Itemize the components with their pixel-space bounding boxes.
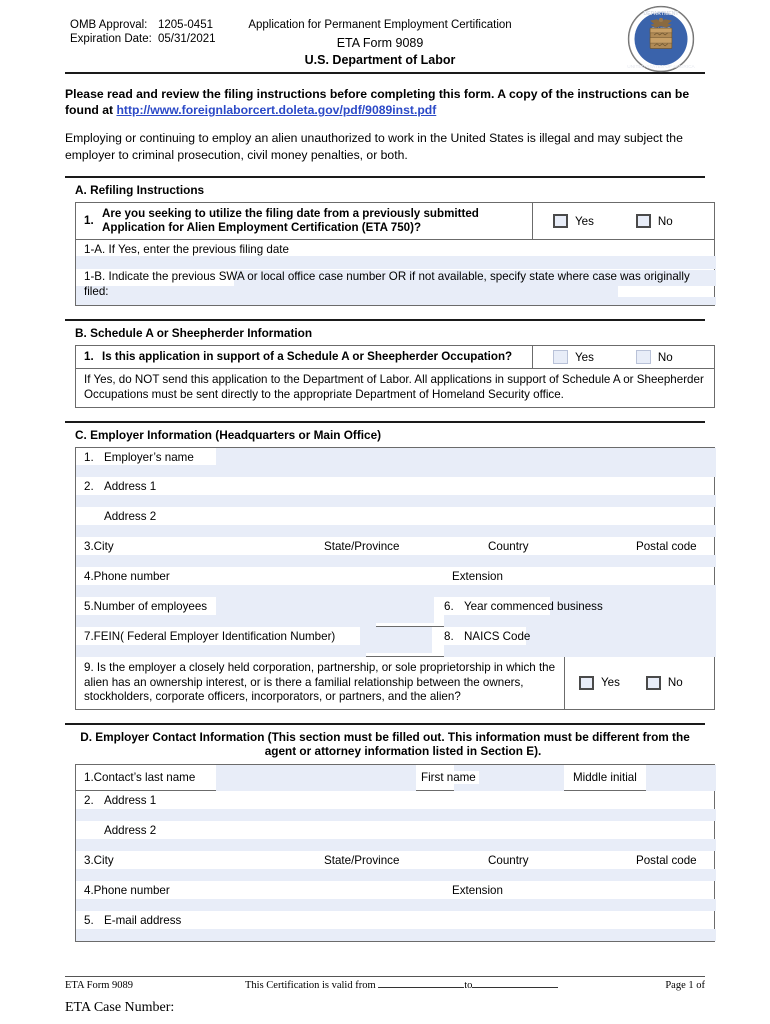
section-c-postal-label: Postal code (636, 540, 697, 553)
section-d-city-inputs[interactable] (76, 869, 716, 881)
section-c-phone-row (76, 567, 714, 597)
section-d-address2-label (76, 821, 714, 839)
checkbox-icon[interactable] (553, 350, 568, 364)
footer-cert-text: This Certification is valid from (245, 980, 376, 991)
omb-approval-value: 1205-0451 (158, 19, 213, 31)
section-d-f2-number: 2. (84, 793, 94, 807)
footer-certification (245, 980, 610, 991)
yes-label: Yes (575, 214, 594, 228)
filing-instructions (65, 86, 705, 118)
expiration-date-value: 05/31/2021 (158, 33, 216, 45)
employment-notice: Employing or continuing to employ an alien unauthorized to work in the United States is illegal and may subject the employer to criminal prosecution, civil money penalties, or both. (65, 131, 683, 162)
section-b-q1-yes[interactable] (553, 350, 594, 364)
footer-line (65, 977, 705, 991)
section-c-fein-labels (76, 627, 714, 646)
section-a-heading: A. Refiling Instructions (75, 183, 205, 197)
agency-name: U.S. Department of Labor (304, 53, 456, 67)
section-d-heading-line2: agent or attorney information listed in Section E). (264, 744, 542, 758)
section-c-f4-number: 4. (84, 570, 94, 583)
section-c-f6-number: 6. (444, 600, 454, 613)
section-d-city-row (76, 851, 714, 881)
section-c-f1-number: 1. (84, 451, 94, 464)
no-label: No (657, 214, 673, 228)
section-a-q1-no[interactable] (636, 214, 673, 228)
section-c-phone-labels (76, 567, 714, 586)
section-d-address2-input[interactable] (76, 839, 716, 851)
section-b-table (75, 345, 715, 408)
section-c-fein-label: FEIN( Federal Employer Identification Number) (93, 630, 336, 643)
instructions-link[interactable]: http://www.foreignlaborcert.doleta.gov/pdf/9089inst.pdf (116, 103, 437, 117)
section-b-question-1 (76, 346, 532, 368)
section-a-q1-number: 1. (84, 214, 94, 227)
section-c-city-inputs[interactable] (76, 555, 716, 567)
checkbox-icon[interactable] (636, 350, 651, 364)
section-d-email-label (76, 911, 714, 929)
filing-instructions-text: Please read and review the filing instructions before completing this form. A copy of the instructions can be found at (65, 87, 690, 117)
section-d-heading (65, 730, 705, 759)
footer-valid-to-blank[interactable] (472, 987, 558, 988)
section-d-divider (65, 723, 705, 725)
us-department-of-labor-seal (627, 5, 695, 73)
section-c-address2-label (76, 507, 714, 525)
section-a-q1-yes[interactable] (553, 214, 594, 228)
section-c-q9-no[interactable] (646, 676, 683, 690)
section-c-q9-answers (564, 657, 714, 709)
footer-form-id: ETA Form 9089 (65, 980, 133, 991)
checkbox-icon[interactable] (579, 676, 594, 690)
section-c-q9-text: 9. Is the employer a closely held corporation, partnership, or sole proprietorship in which the alien has an ownership interest, or is there a familial relationship between the owners, stockholders, corporate officers, incorporators, or partners, and the alien? (84, 661, 556, 703)
section-d-f5-text: E-mail address (104, 913, 182, 927)
section-a-question-1 (76, 203, 532, 239)
section-d-state-label: State/Province (324, 853, 400, 867)
section-a-field-1a-row (76, 240, 714, 269)
section-c-question-9-row (76, 657, 714, 709)
section-a-field-1a-label (76, 240, 714, 258)
form-title: Application for Permanent Employment Certification (248, 19, 512, 31)
section-c-employer-name-label (76, 448, 714, 466)
section-b-q1-answers (532, 346, 714, 368)
section-c-phone-label: Phone number (93, 570, 170, 583)
section-d-country-label: Country (488, 853, 529, 867)
section-d-f3-number: 3. (84, 853, 94, 867)
section-d-address1-label (76, 791, 714, 809)
section-d-phone-inputs[interactable] (76, 899, 716, 911)
checkbox-icon[interactable] (646, 676, 661, 690)
section-c-address2-row (76, 507, 714, 537)
section-c-naics-label: NAICS Code (464, 630, 531, 643)
section-c-q9-yes[interactable] (579, 676, 620, 690)
form-header (65, 0, 705, 71)
section-b-divider (65, 319, 705, 321)
section-d-phone-labels (76, 881, 714, 900)
section-c-naics-input[interactable] (444, 645, 716, 657)
svg-text:DEPARTMENT: DEPARTMENT (643, 11, 679, 18)
section-c-f5-number: 5. (84, 600, 94, 613)
section-d-f4-number: 4. (84, 883, 94, 897)
section-c-address1-row (76, 477, 714, 507)
expiration-date-label: Expiration Date: (70, 33, 152, 45)
no-label: No (657, 350, 673, 364)
section-d-phone-label: Phone number (93, 883, 170, 897)
section-b-note: If Yes, do NOT send this application to the Department of Labor. All applications in support of Schedule A or Sheepherder Occupations must be sent directly to the appropriate Department of Homeland Security office. (84, 373, 704, 401)
section-a-divider (65, 176, 705, 178)
section-c-employees-input[interactable] (76, 615, 376, 627)
section-d-address2-row (76, 821, 714, 851)
section-d-email-input[interactable] (76, 929, 716, 941)
section-c-f2b-text: Address 2 (104, 510, 157, 523)
section-c-employer-name-input[interactable] (76, 465, 716, 477)
section-d-f1-number: 1. (84, 771, 94, 784)
section-d-f2-text: Address 1 (104, 793, 157, 807)
section-a-q1-text: Are you seeking to utilize the filing date from a previously submitted Application for Alien Employment Certification (ETA 750)? (102, 207, 479, 234)
footer-page-number: Page 1 of (665, 980, 705, 991)
yes-label: Yes (575, 350, 594, 364)
section-c-divider (65, 421, 705, 423)
section-c-city-row (76, 537, 714, 567)
section-c-f2-number: 2. (84, 480, 94, 493)
section-a-field-1b-row (76, 269, 714, 305)
svg-text:UNITED STATES OF AMERICA: UNITED STATES OF AMERICA (627, 65, 695, 71)
section-d-middle-initial-label: Middle initial (570, 771, 640, 784)
section-d-first-name-label: First name (418, 771, 479, 784)
yes-label: Yes (601, 676, 620, 690)
section-c-extension-label: Extension (452, 570, 503, 583)
header-divider (65, 72, 705, 74)
section-c-f3-number: 3. (84, 540, 94, 553)
section-a-field-1b-label (76, 269, 714, 299)
section-d-phone-row (76, 881, 714, 911)
section-c-country-label: Country (488, 540, 529, 553)
section-c-employer-name-row (76, 448, 714, 477)
eta-case-number-label: ETA Case Number: (65, 1000, 175, 1015)
section-b-q1-number: 1. (84, 350, 94, 363)
section-d-table (75, 764, 715, 942)
section-c-table (75, 447, 715, 710)
section-c-year-label: Year commenced business (464, 600, 603, 613)
section-d-address1-input[interactable] (76, 809, 716, 821)
section-a-1b-text: 1-B. Indicate the previous SWA or local office case number OR if not available, specify state where case was originally filed: (84, 270, 690, 298)
section-c-f2-text: Address 1 (104, 480, 157, 493)
checkbox-icon[interactable] (553, 214, 568, 228)
section-d-city-labels (76, 851, 714, 870)
section-b-question-1-row (76, 346, 714, 369)
section-d-name-row (76, 765, 714, 791)
omb-approval-label: OMB Approval: (70, 19, 148, 31)
section-a-table (75, 202, 715, 306)
section-c-employees-label: Number of employees (93, 600, 208, 613)
footer-cert-to: to (464, 980, 473, 991)
section-b-q1-text: Is this application in support of a Schedule A or Sheepherder Occupation? (102, 350, 513, 363)
section-b-q1-no[interactable] (636, 350, 673, 364)
section-c-question-9 (76, 657, 564, 709)
section-c-fein-row (76, 627, 714, 657)
section-c-employees-labels (76, 597, 714, 616)
section-c-address1-label (76, 477, 714, 495)
form-footer (65, 976, 705, 1016)
section-d-postal-label: Postal code (636, 853, 697, 867)
section-d-city-label: City (93, 853, 114, 867)
section-c-city-label: City (93, 540, 114, 553)
section-d-f2b-text: Address 2 (104, 823, 157, 837)
checkbox-icon[interactable] (636, 214, 651, 228)
section-a-1a-text: 1-A. If Yes, enter the previous filing date (84, 243, 289, 256)
section-c-fein-input[interactable] (76, 645, 366, 657)
section-d-extension-label: Extension (452, 883, 503, 897)
omb-block (70, 18, 216, 46)
section-c-address1-input[interactable] (76, 495, 716, 507)
section-c-phone-inputs[interactable] (76, 585, 716, 597)
section-c-employees-row (76, 597, 714, 627)
section-d-address1-row (76, 791, 714, 821)
section-d-f5-number: 5. (84, 913, 94, 927)
section-a-q1-answers (532, 203, 714, 239)
section-c-state-label: State/Province (324, 540, 400, 553)
section-c-f8-number: 8. (444, 630, 454, 643)
section-c-heading: C. Employer Information (Headquarters or Main Office) (75, 428, 382, 442)
section-c-address2-input[interactable] (76, 525, 716, 537)
section-d-last-name-label: Contact’s last name (93, 771, 196, 784)
section-c-year-input[interactable] (444, 615, 716, 627)
form-number: ETA Form 9089 (336, 36, 424, 50)
section-b-heading: B. Schedule A or Sheepherder Information (75, 326, 313, 340)
section-c-city-labels (76, 537, 714, 556)
footer-valid-from-blank[interactable] (378, 987, 464, 988)
section-d-heading-line1: D. Employer Contact Information (This section must be filled out. This information must be different from the (80, 729, 690, 744)
section-d-email-row (76, 911, 714, 941)
section-a-question-1-row (76, 203, 714, 240)
no-label: No (667, 676, 683, 690)
section-c-f7-number: 7. (84, 630, 94, 643)
section-d-name-labels (76, 765, 714, 791)
section-c-f1-text: Employer’s name (104, 451, 194, 464)
